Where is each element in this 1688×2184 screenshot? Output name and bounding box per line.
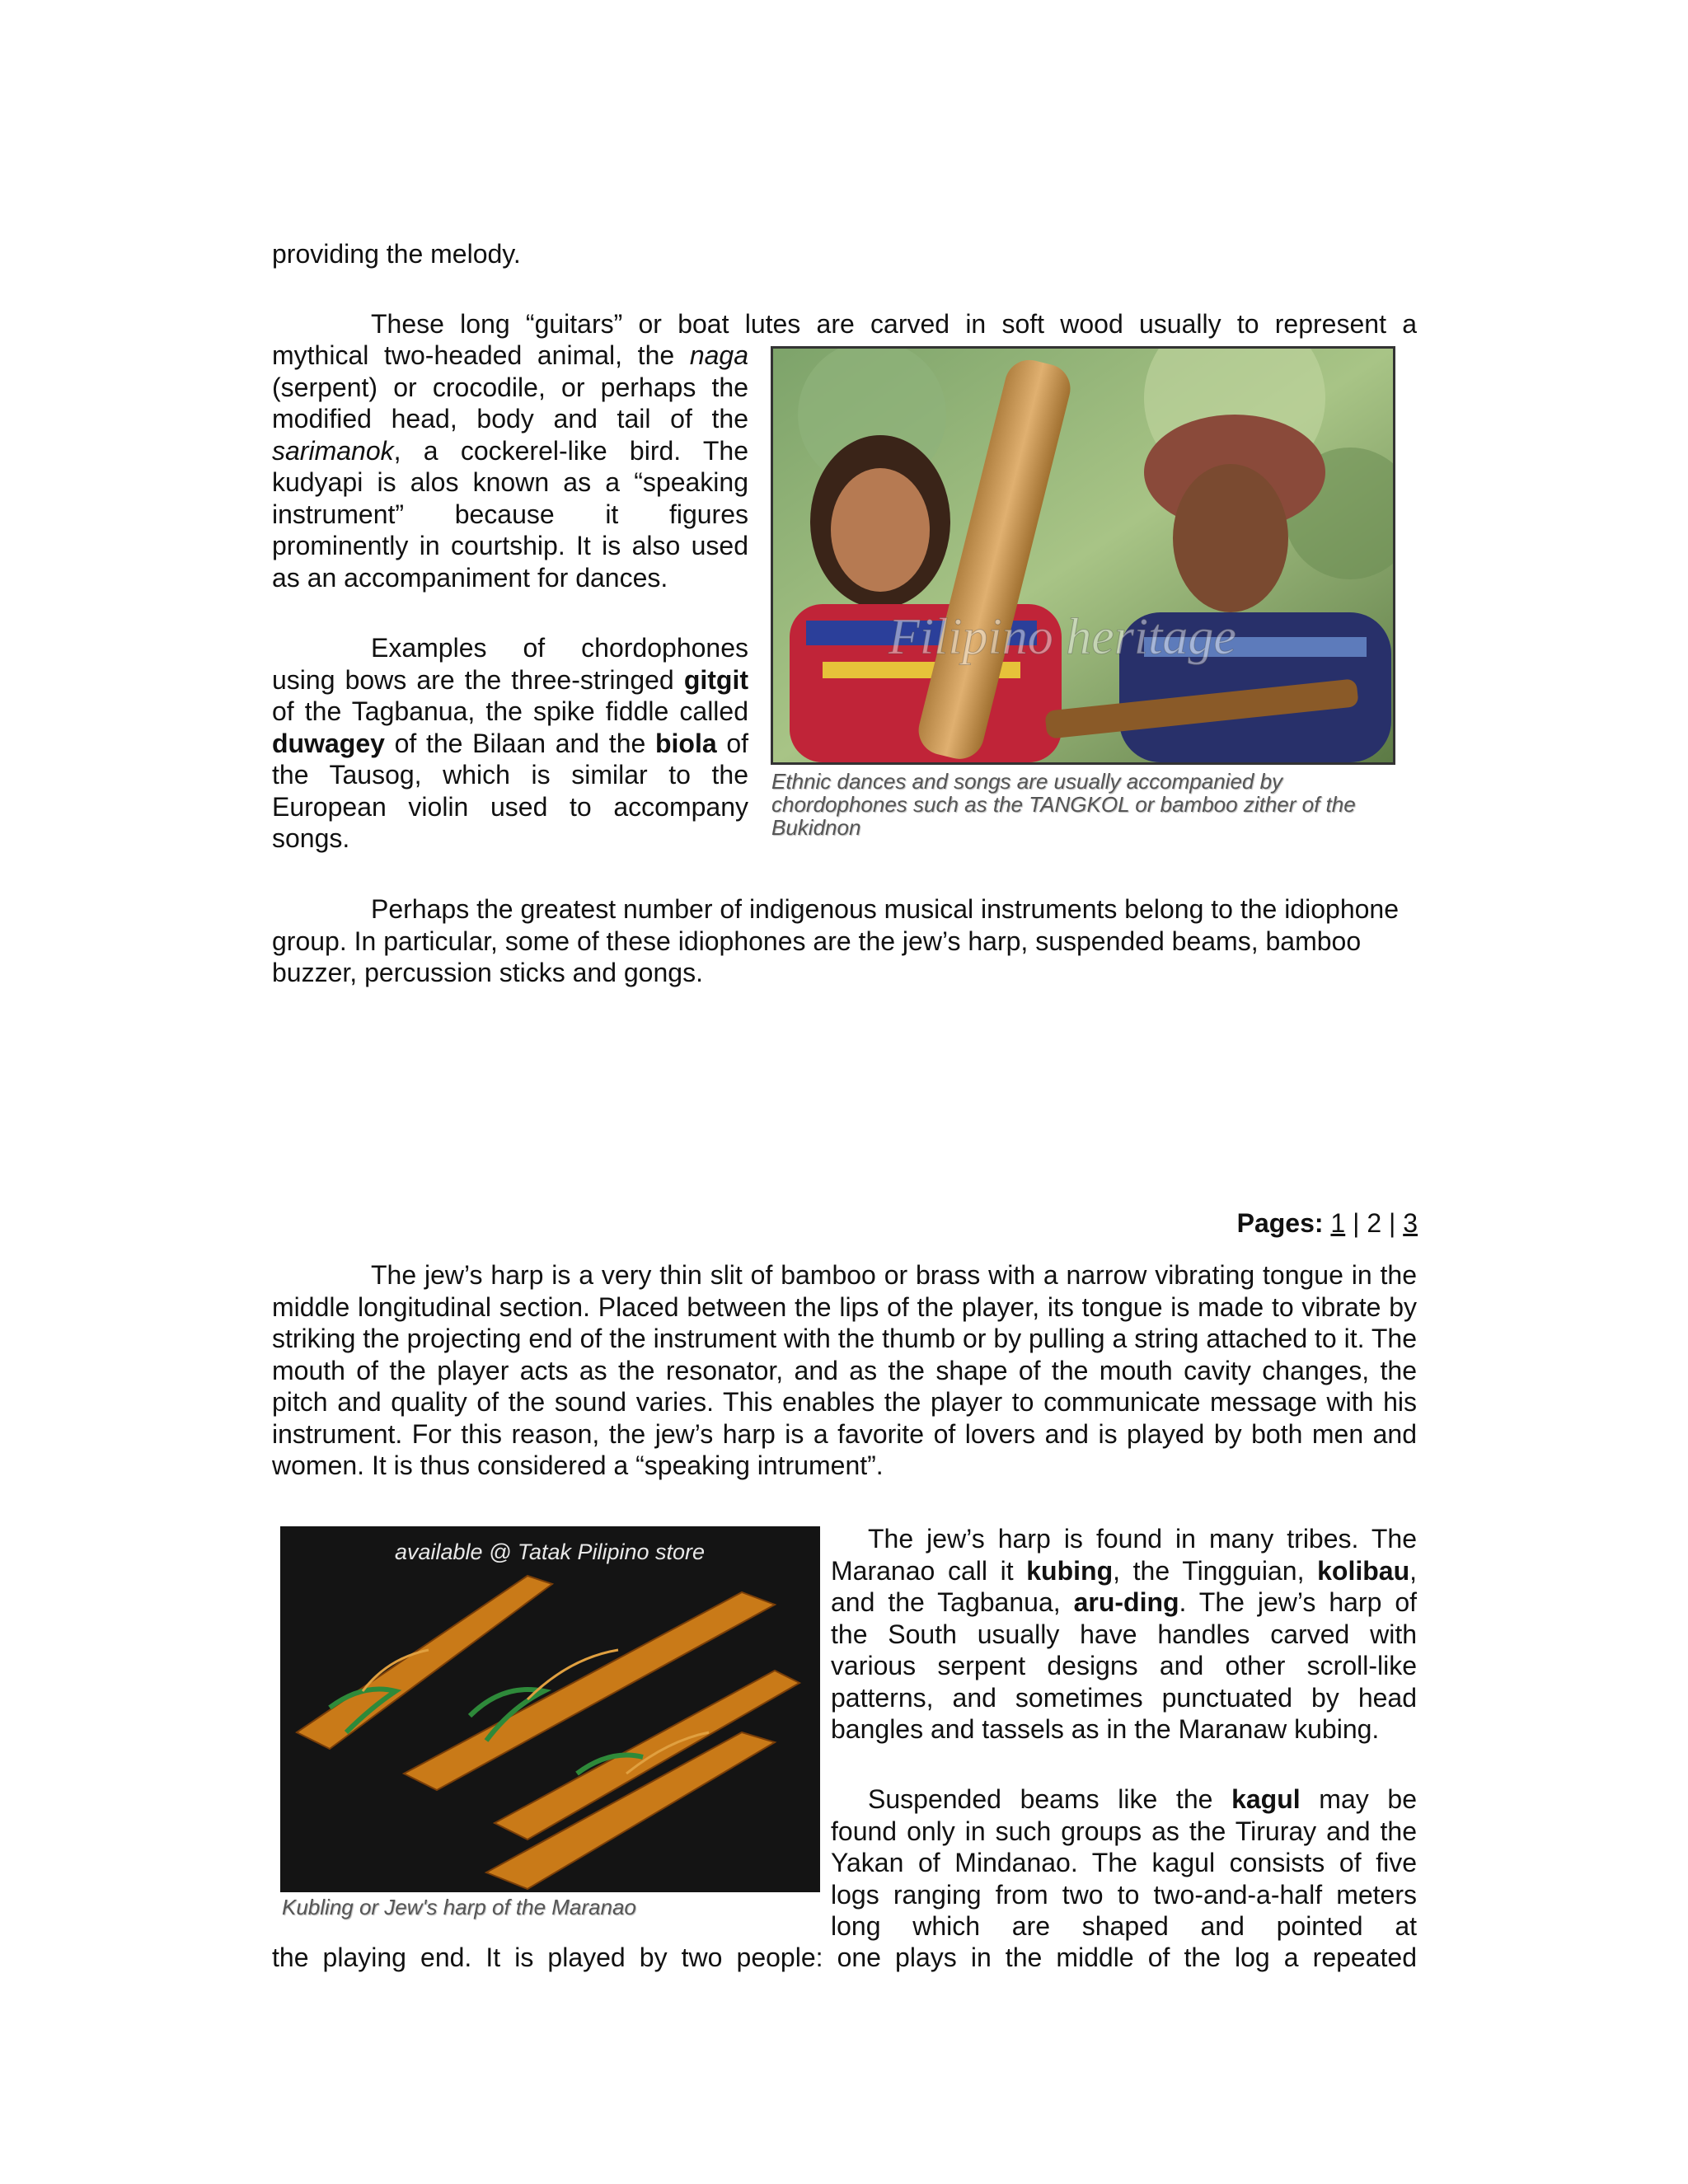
term-kolibau: kolibau: [1317, 1555, 1410, 1586]
term-sarimanok: sarimanok: [272, 435, 394, 466]
paragraph-tribes: The jew’s harp is found in many tribes. The Maranao call it kubing, the Tingguian, kolibau, and the Tagbanua, aru-ding. The jew’s harp of the South usually have handles carved with various serpent designs and other scroll-like patterns, and sometimes punctuated by head bangles and tassels as in the Maranaw kubing.: [831, 1524, 1418, 1744]
store-banner-text: available @ Tatak Pilipino store: [394, 1540, 706, 1564]
paragraph-kagul: Suspended beams like the kagul may be found only in such groups as the Tiruray and the Yakan of Mindanao. The kagul consists of five logs ranging from two to two-and-a-half meters long which are shaped and pointed at: [831, 1784, 1418, 1941]
jews-harp-photo-caption: Kubling or Jew's harp of the Maranao: [282, 1895, 636, 1919]
paragraph-continuation: providing the melody.: [272, 239, 521, 269]
paragraph-kagul-last-line: the playing end. It is played by two people: one plays in the middle of the log a repeated: [272, 1943, 1417, 1972]
term-kubing: kubing: [1026, 1555, 1114, 1586]
page-link-1[interactable]: 1: [1330, 1208, 1346, 1238]
term-kagul: kagul: [1231, 1784, 1301, 1814]
paragraph-lutes-first-line: These long “guitars” or boat lutes are carved in soft wood usually to represent a: [371, 309, 1417, 339]
term-duwagey: duwagey: [272, 728, 385, 758]
term-biola: biola: [654, 728, 717, 758]
musicians-photo-illustration: [773, 349, 1393, 762]
jews-harp-illustration: [280, 1526, 820, 1892]
watermark-text: Filipino heritage: [889, 609, 1236, 665]
musicians-photo: [771, 346, 1395, 765]
pagination-label: Pages:: [1236, 1208, 1324, 1238]
term-gitgit: gitgit: [683, 664, 748, 695]
paragraph-jews-harp: The jew’s harp is a very thin slit of bamboo or brass with a narrow vibrating tongue in the middle longitudinal section. Placed between the lips of the player, its tongue is made to vibrate by striking the projecting end of the instrument with the thumb or by pulling a string attached to it. The mouth of the player acts as the resonator, and as the shape of the mouth cavity changes, the pitch and quality of the sound varies. This enables the player to communicate message with his instrument. For this reason, the jew’s harp is a favorite of lovers and is played by both men and women. It is thus considered a “speaking intrument”.: [272, 1260, 1417, 1480]
paragraph-chordophones: Examples of chordophones using bows are the three-stringed gitgit of the Tagbanua, the spike fiddle called duwagey of the Bilaan and the biola of the Tausog, which is similar to the European violin used to accompany songs.: [272, 633, 749, 853]
paragraph-lutes: mythical two-headed animal, the naga (serpent) or crocodile, or perhaps the modified head, body and tail of the sarimanok, a cockerel-like bird. The kudyapi is alos known as a “speaking instrument” because it figures prominently in courtship. It is also used as an accompaniment for dances.: [272, 340, 748, 593]
term-naga: naga: [689, 340, 748, 370]
musicians-photo-caption: Ethnic dances and songs are usually accompanied by chordophones such as the TANGKOL or bamboo zither of the Bukidnon: [771, 769, 1356, 840]
current-page-2: 2: [1367, 1208, 1382, 1238]
pagination: Pages: 1 | 2 | 3: [1236, 1208, 1418, 1238]
term-aru-ding: aru-ding: [1073, 1587, 1179, 1617]
page-link-3[interactable]: 3: [1403, 1208, 1418, 1238]
paragraph-idiophones: Perhaps the greatest number of indigenous musical instruments belong to the idiophone group. In particular, some of these idiophones are the jew’s harp, suspended beams, bamboo buzzer, percussion sticks and gongs.: [272, 894, 1399, 987]
jews-harp-photo: [280, 1526, 820, 1892]
